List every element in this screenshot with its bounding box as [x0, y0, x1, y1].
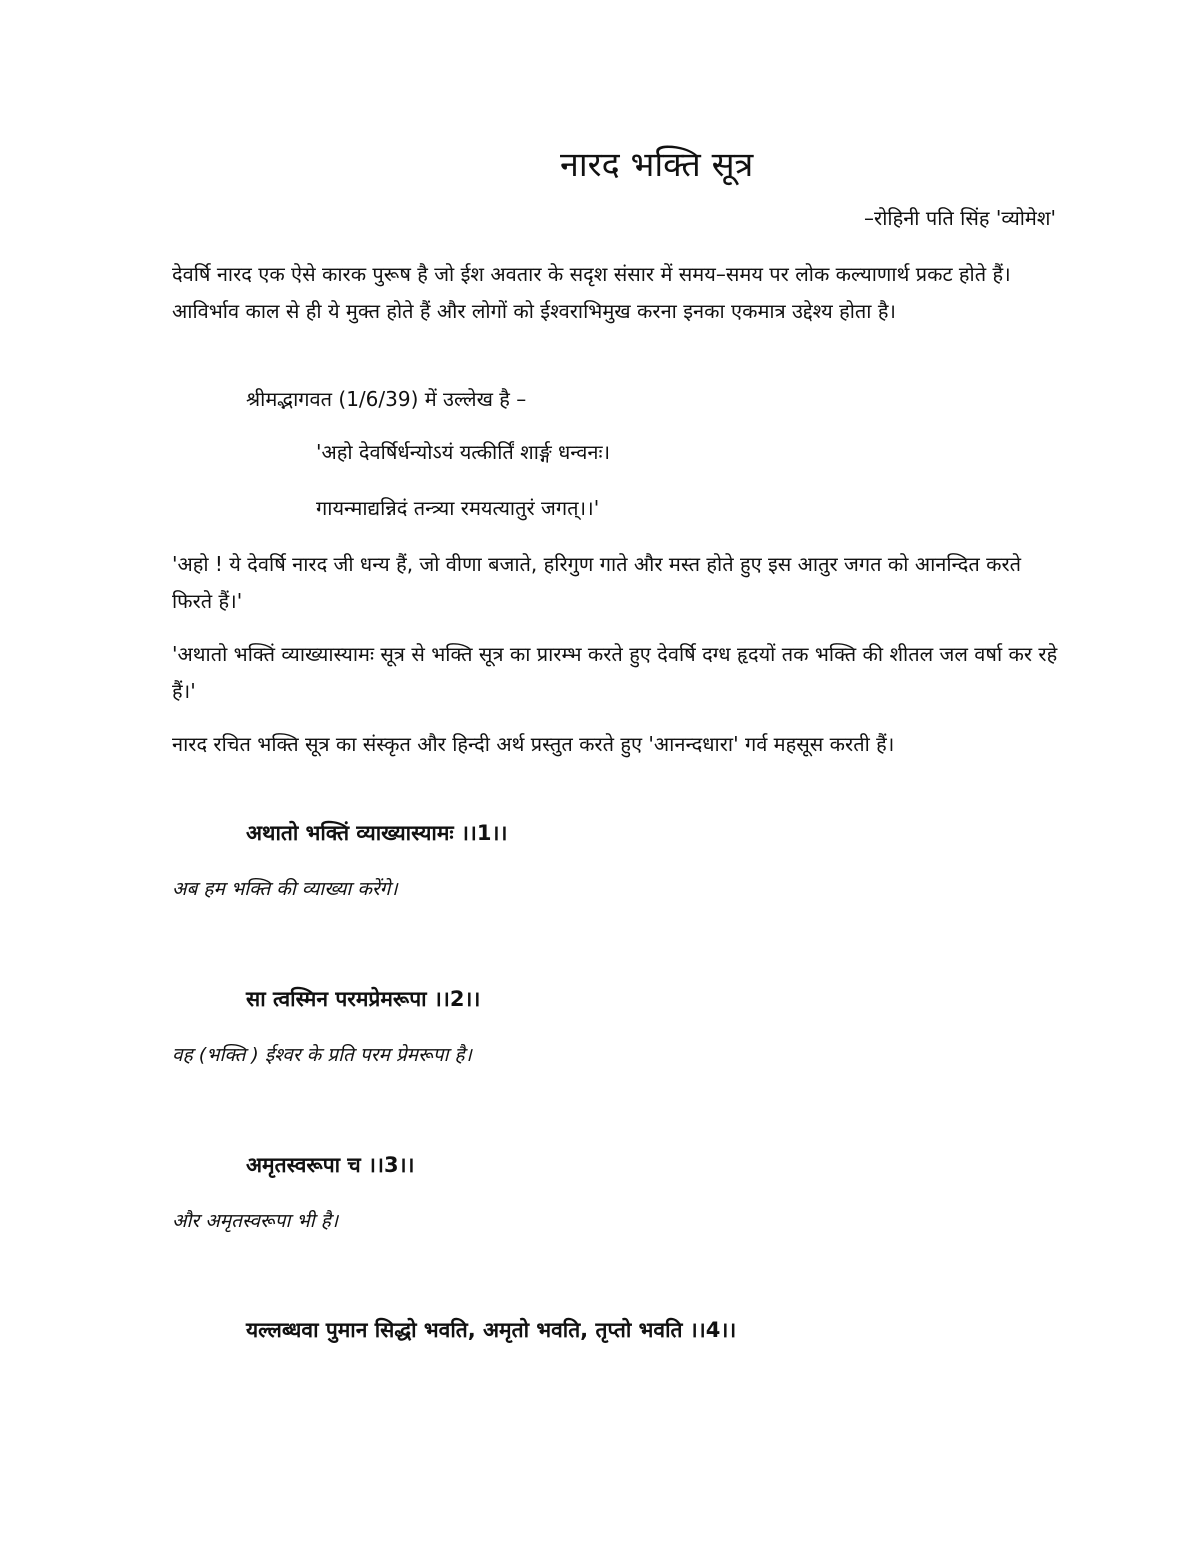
athato-paragraph: 'अथातो भक्तिं व्याख्यास्यामः सूत्र से भक्ति सूत्र का प्रारम्भ करते हुए देवर्षि दग्ध हृदयों तक भक्ति की शीतल जल वर्षा कर रहे हैं।'	[172, 642, 1058, 703]
verse-meaning-paragraph: 'अहो ! ये देवर्षि नारद जी धन्य हैं, जो वीणा बजाते, हरिगुण गाते और मस्त होते हुए इस आतुर जगत को आनन्दित करते फिरते हैं।'	[172, 552, 1022, 613]
verse-line-2: गायन्माद्यन्निदं तन्त्र्या रमयत्यातुरं जगत्।।'	[316, 496, 600, 520]
sutra-3-meaning: और अमृतस्वरूपा भी है।	[172, 1210, 339, 1232]
sutra-1: अथातो भक्तिं व्याख्यास्यामः ।।1।।	[246, 821, 508, 845]
page-title: नारद भक्ति सूत्र	[560, 145, 754, 185]
reference-line: श्रीमद्भागवत (1/6/39) में उल्लेख है –	[246, 387, 527, 411]
intro-paragraph: देवर्षि नारद एक ऐसे कारक पुरूष है जो ईश अवतार के सदृश संसार में समय–समय पर लोक कल्याणार्थ प्रकट होते हैं। आविर्भाव काल से ही ये मुक्त होते हैं और लोगों को ईश्वराभिमुख करना इनका एकमात्र उद्देश्य होता है।	[172, 262, 1011, 323]
sutra-3: अमृतस्वरूपा च ।।3।।	[246, 1153, 415, 1177]
sutra-2-meaning: वह (भक्ति ) ईश्वर के प्रति परम प्रेमरूपा है।	[172, 1044, 472, 1066]
sutra-4: यल्लब्धवा पुमान सिद्धो भवति, अमृतो भवति, तृप्तो भवति ।।4।।	[246, 1318, 737, 1342]
author-line: –रोहिनी पति सिंह 'व्योमेश'	[864, 206, 1056, 230]
sutra-1-meaning: अब हम भक्ति की व्याख्या करेंगे।	[172, 878, 398, 900]
sutra-2: सा त्वस्मिन परमप्रेमरूपा ।।2।।	[246, 987, 481, 1011]
verse-line-1: 'अहो देवर्षिर्धन्योऽयं यत्कीर्तिं शार्ङ्ग धन्वनः।	[316, 440, 611, 464]
presentation-paragraph: नारद रचित भक्ति सूत्र का संस्कृत और हिन्दी अर्थ प्रस्तुत करते हुए 'आनन्दधारा' गर्व महसूस करती हैं।	[172, 732, 895, 756]
